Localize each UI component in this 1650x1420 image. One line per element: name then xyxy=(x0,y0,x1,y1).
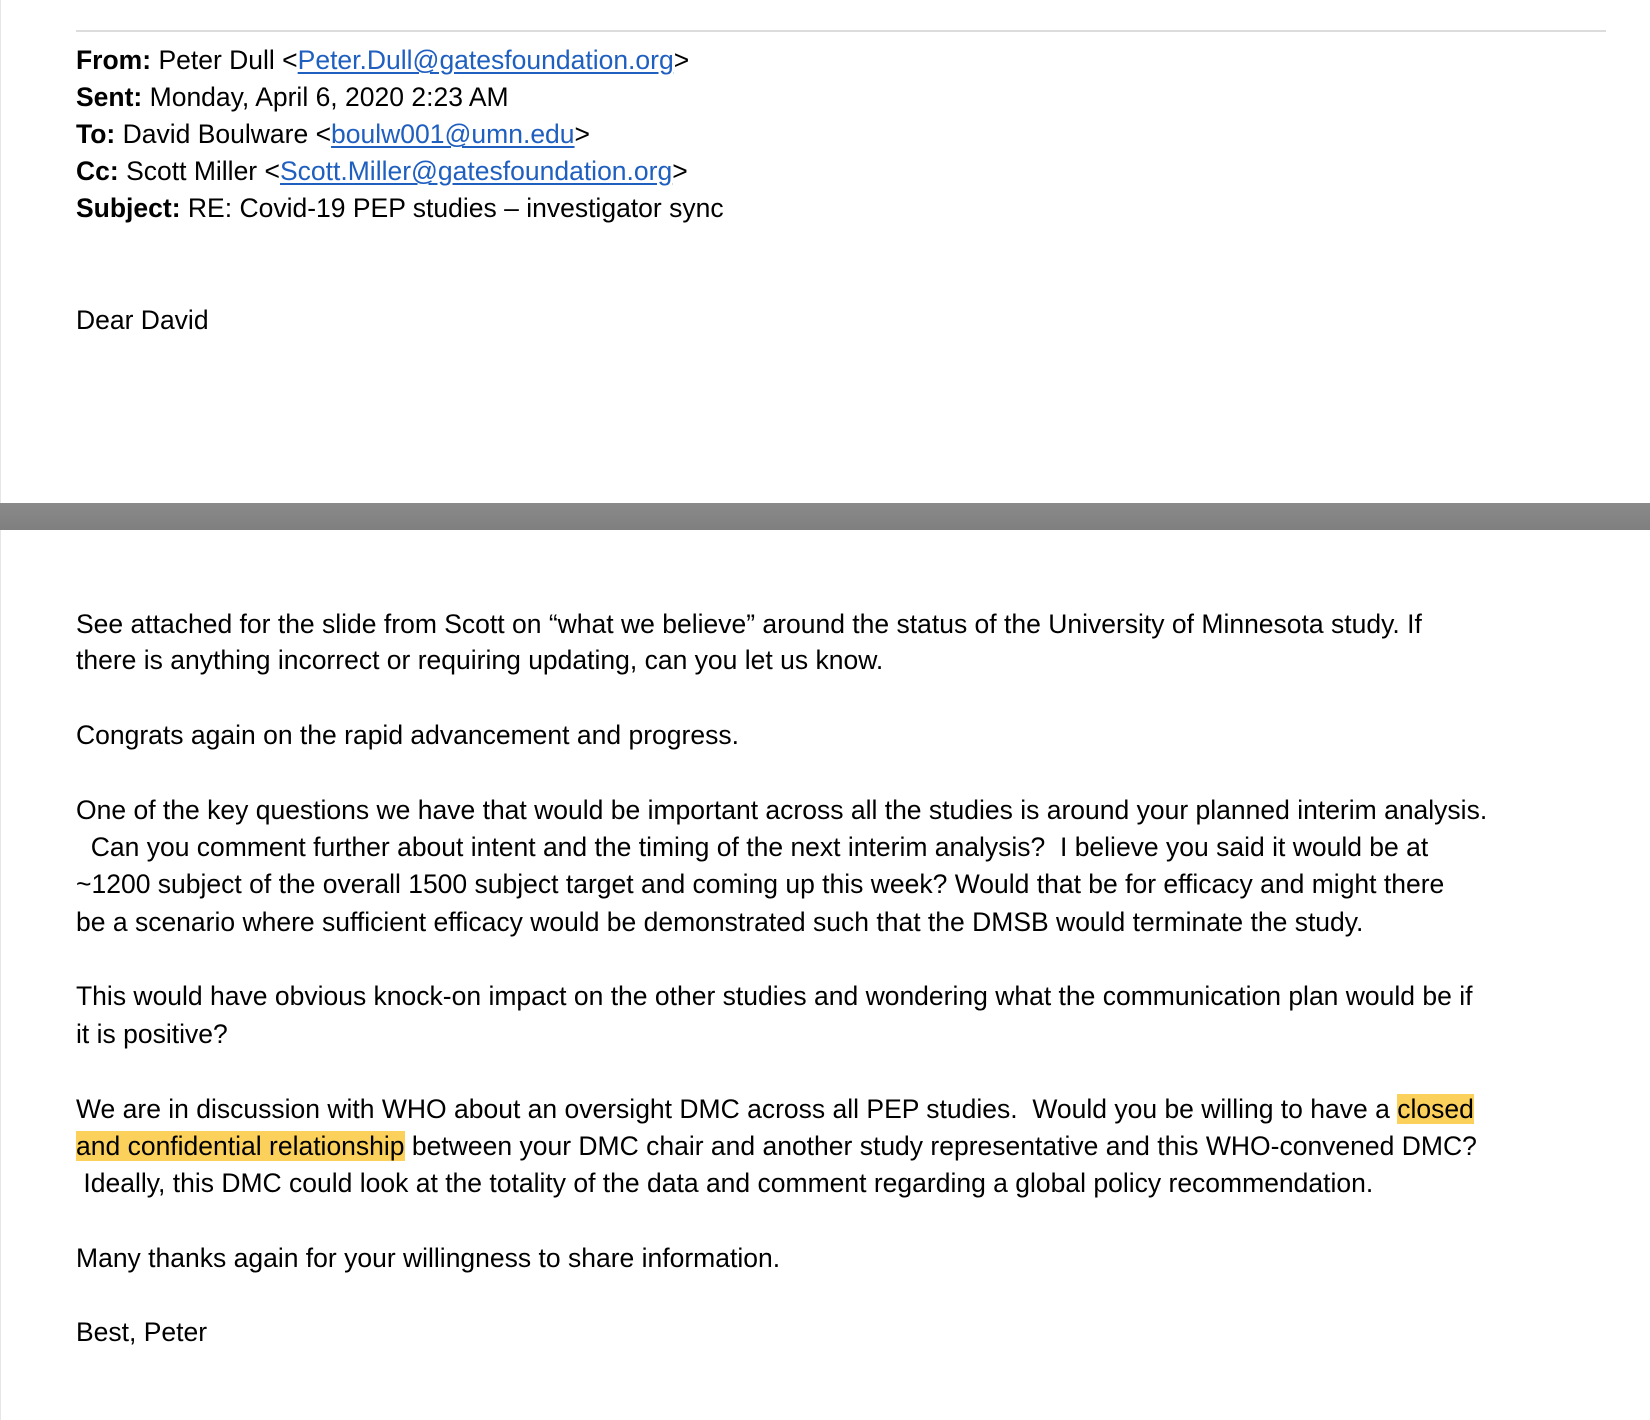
from-label: From: xyxy=(76,45,152,75)
header-divider xyxy=(76,30,1606,32)
paragraph-3-line-3: ~1200 subject of the overall 1500 subject target and coming up this week? Would that be for efficacy and might there xyxy=(76,869,1445,899)
paragraph-1-line-2: there is anything incorrect or requiring updating, can you let us know. xyxy=(76,645,884,675)
paragraph-3-line-4: be a scenario where sufficient efficacy would be demonstrated such that the DMSB would terminate the study. xyxy=(76,907,1364,937)
subject-row xyxy=(76,190,724,227)
subject-label: Subject: xyxy=(76,193,181,223)
cc-label: Cc: xyxy=(76,156,119,186)
paragraph-3-line-1: One of the key questions we have that would be important across all the studies is around your planned interim analysis. xyxy=(76,795,1488,825)
from-email-link[interactable]: Peter.Dull@gatesfoundation.org xyxy=(297,45,674,75)
sent-label: Sent: xyxy=(76,82,143,112)
paragraph-5-line-2 xyxy=(76,1128,1477,1165)
highlighted-text-closed: closed xyxy=(1397,1094,1474,1124)
to-name: David Boulware xyxy=(122,119,309,149)
cc-name: Scott Miller xyxy=(126,156,258,186)
paragraph-5-line-3: Ideally, this DMC could look at the totality of the data and comment regarding a global policy recommendation. xyxy=(76,1168,1374,1198)
to-label: To: xyxy=(76,119,116,149)
cc-email-link[interactable]: Scott.Miller@gatesfoundation.org xyxy=(279,156,673,186)
sent-value: Monday, April 6, 2020 2:23 AM xyxy=(149,82,509,112)
page-separator xyxy=(0,503,1650,530)
cc-row: Cc: Scott Miller <Scott.Miller@gatesfoundation.org> xyxy=(76,156,688,186)
greeting: Dear David xyxy=(76,305,209,335)
from-row: From: Peter Dull <Peter.Dull@gatesfoundation.org> xyxy=(76,45,690,75)
paragraph-3-line-2: Can you comment further about intent and the timing of the next interim analysis? I believe you said it would be at xyxy=(76,832,1429,862)
subject-value: RE: Covid-19 PEP studies – investigator sync xyxy=(187,193,724,223)
paragraph-5-line-1 xyxy=(76,1091,1474,1128)
paragraph-6-line-1: Many thanks again for your willingness to share information. xyxy=(76,1243,781,1273)
to-row: To: David Boulware <boulw001@umn.edu> xyxy=(76,119,591,149)
paragraph-5-line-1-text: We are in discussion with WHO about an oversight DMC across all PEP studies. Would you be willing to have a xyxy=(76,1094,1398,1124)
highlighted-text-confidential-relationship: and confidential relationship xyxy=(76,1131,405,1161)
signoff: Best, Peter xyxy=(76,1317,208,1347)
email-page-bottom xyxy=(0,530,1650,1420)
to-email-link[interactable]: boulw001@umn.edu xyxy=(331,119,575,149)
paragraph-5-line-2-text: between your DMC chair and another study representative and this WHO-convened DMC? xyxy=(404,1131,1477,1161)
sent-row xyxy=(76,79,724,116)
paragraph-4-line-2: it is positive? xyxy=(76,1019,228,1049)
paragraph-2-line-1: Congrats again on the rapid advancement and progress. xyxy=(76,720,739,750)
from-name: Peter Dull xyxy=(158,45,275,75)
paragraph-1-line-1: See attached for the slide from Scott on “what we believe” around the status of the University of Minnesota study. If xyxy=(76,609,1422,639)
paragraph-4-line-1: This would have obvious knock-on impact on the other studies and wondering what the communication plan would be if xyxy=(76,981,1473,1011)
email-header xyxy=(76,42,724,227)
email-page-top xyxy=(0,0,1650,503)
